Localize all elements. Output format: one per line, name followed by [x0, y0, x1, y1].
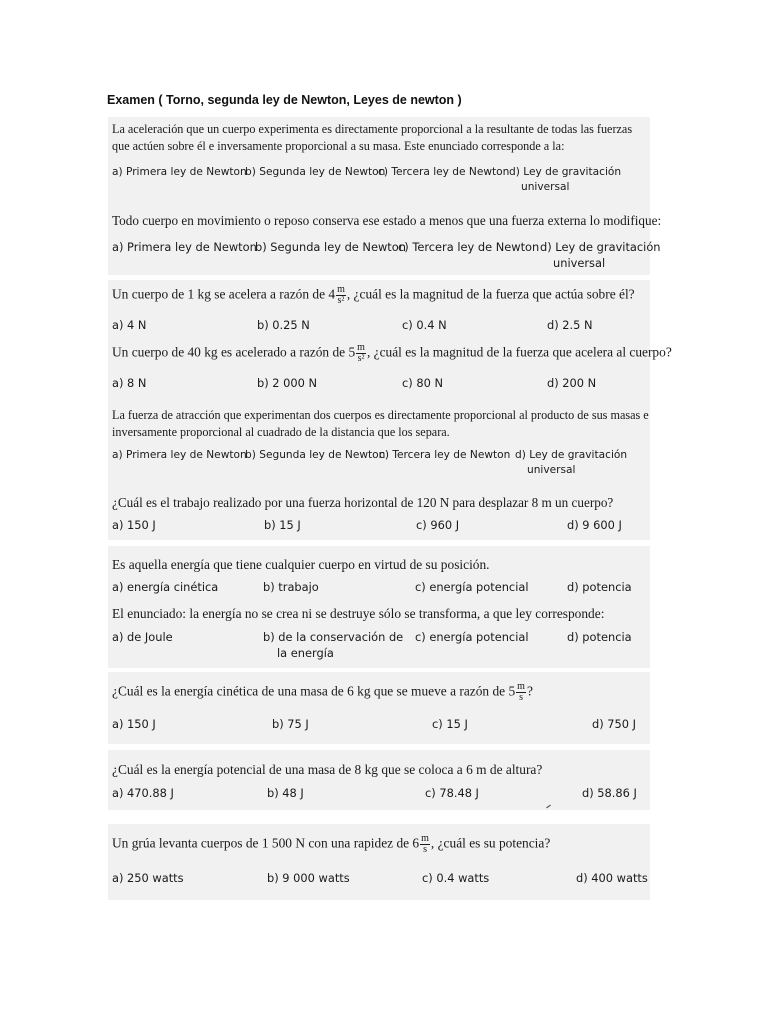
question-11-stem-pre: Un grúa levanta cuerpos de 1 500 N con una rapidez de 6: [112, 835, 420, 851]
question-6-stem: ¿Cuál es el trabajo realizado por una fuerza horizontal de 120 N para desplazar 8 m un cuerpo?: [112, 495, 614, 510]
question-11-stem-post: , ¿cuál es su potencia?: [430, 835, 551, 851]
q7-option-d[interactable]: d) potencia: [567, 580, 632, 594]
q2-option-d[interactable]: d) Ley de gravitación: [540, 240, 661, 254]
q11-option-a[interactable]: a) 250 watts: [112, 871, 184, 885]
question-9-stem: [112, 682, 652, 703]
q6-option-b[interactable]: b) 15 J: [264, 518, 301, 532]
q2-option-b[interactable]: b) Segunda ley de Newton: [255, 240, 406, 254]
q1-option-a[interactable]: a) Primera ley de Newton: [112, 166, 247, 178]
question-7: [112, 556, 652, 574]
q8-option-d[interactable]: d) potencia: [567, 630, 632, 644]
question-4-stem-pre: Un cuerpo de 40 kg es acelerado a razón de 5: [112, 344, 356, 360]
question-9-stem-pre: ¿Cuál es la energía cinética de una masa de 6 kg que se mueve a razón de 5: [112, 683, 516, 699]
question-3-stem-pre: Un cuerpo de 1 kg se acelera a razón de 4: [112, 286, 336, 302]
q9-option-d[interactable]: d) 750 J: [592, 717, 637, 731]
question-6: [112, 494, 652, 512]
q6-option-d[interactable]: d) 9 600 J: [567, 518, 622, 532]
q8-option-b-line2: la energía: [277, 646, 334, 660]
q9-option-a[interactable]: a) 150 J: [112, 717, 156, 731]
question-3-stem: [112, 285, 652, 306]
q10-option-d[interactable]: d) 58.86 J: [582, 786, 637, 800]
q11-option-d[interactable]: d) 400 watts: [576, 871, 648, 885]
question-5: [112, 407, 652, 441]
q1-option-b[interactable]: b) Segunda ley de Newton: [245, 166, 386, 178]
q2-option-c[interactable]: c) Tercera ley de Newton: [398, 240, 540, 254]
question-11-fraction: [420, 834, 430, 855]
q5-option-c[interactable]: c) Tercera ley de Newton: [379, 449, 511, 461]
q10-option-a[interactable]: a) 470.88 J: [112, 786, 174, 800]
question-1-stem: La aceleración que un cuerpo experimenta es directamente proporcional a la resultante de todas las fuerzas que actúen sobre él e inversamente proporcional a su masa. Este enunciado corresponde a la:: [112, 122, 633, 153]
question-10: [112, 761, 652, 779]
q11-option-b[interactable]: b) 9 000 watts: [267, 871, 350, 885]
question-4-stem-post: , ¿cuál es la magnitud de la fuerza que acelera al cuerpo?: [366, 344, 672, 360]
q10-option-c[interactable]: c) 78.48 J: [425, 786, 479, 800]
q3-frac-den: s²: [337, 295, 345, 306]
q3-option-a[interactable]: a) 4 N: [112, 318, 147, 332]
q4-frac-den: s²: [357, 353, 365, 364]
q9-option-b[interactable]: b) 75 J: [272, 717, 309, 731]
q9-option-c[interactable]: c) 15 J: [432, 717, 468, 731]
q11-option-c[interactable]: c) 0.4 watts: [422, 871, 490, 885]
question-9-stem-post: ?: [526, 683, 533, 699]
scan-block-5: [108, 750, 650, 810]
q9-frac-den: s: [519, 692, 524, 703]
q4-option-d[interactable]: d) 200 N: [547, 376, 597, 390]
question-11-stem: [112, 834, 652, 855]
q8-option-c[interactable]: c) energía potencial: [415, 630, 529, 644]
q7-option-a[interactable]: a) energía cinética: [112, 580, 219, 594]
q9-frac-num: m: [517, 681, 525, 692]
q4-option-b[interactable]: b) 2 000 N: [257, 376, 318, 390]
q5-option-b[interactable]: b) Segunda ley de Newton: [245, 449, 386, 461]
q8-option-a[interactable]: a) de Joule: [112, 630, 173, 644]
q3-option-b[interactable]: b) 0.25 N: [257, 318, 310, 332]
question-4-stem: [112, 342, 672, 364]
q1-option-d[interactable]: d) Ley de gravitación: [509, 166, 622, 178]
q4-option-c[interactable]: c) 80 N: [402, 376, 443, 390]
question-4: [112, 342, 672, 364]
question-3: [112, 285, 652, 306]
q10-option-b[interactable]: b) 48 J: [267, 786, 304, 800]
q3-option-c[interactable]: c) 0.4 N: [402, 318, 447, 332]
q7-option-b[interactable]: b) trabajo: [263, 580, 319, 594]
q5-option-d-line2: universal: [527, 464, 576, 476]
question-3-fraction: [336, 285, 346, 306]
q2-option-a[interactable]: a) Primera ley de Newton: [112, 240, 257, 254]
q11-frac-num: m: [421, 833, 429, 844]
q11-frac-den: s: [423, 844, 427, 855]
question-3-stem-post: , ¿cuál es la magnitud de la fuerza que actúa sobre él?: [346, 286, 635, 302]
q1-option-d-line2: universal: [521, 181, 570, 193]
exam-title: Examen ( Torno, segunda ley de Newton, Leyes de newton ): [107, 93, 462, 107]
q8-option-b[interactable]: b) de la conservación de: [263, 630, 404, 644]
question-4-fraction: [356, 343, 366, 364]
q5-option-a[interactable]: a) Primera ley de Newton: [112, 449, 247, 461]
q3-frac-num: m: [337, 284, 345, 295]
question-8-stem: El enunciado: la energía no se crea ni se destruye sólo se transforma, a que ley corresponde:: [112, 606, 605, 621]
question-8: [112, 605, 652, 623]
question-7-stem: Es aquella energía que tiene cualquier cuerpo en virtud de su posición.: [112, 557, 490, 572]
question-2-stem: Todo cuerpo en movimiento o reposo conserva ese estado a menos que una fuerza externa lo modifique:: [112, 213, 662, 228]
q7-option-c[interactable]: c) energía potencial: [415, 580, 529, 594]
q1-option-c[interactable]: c) Tercera ley de Newton: [378, 166, 510, 178]
q4-option-a[interactable]: a) 8 N: [112, 376, 147, 390]
question-9-fraction: [516, 682, 526, 703]
q5-option-d[interactable]: d) Ley de gravitación: [515, 449, 628, 461]
q6-option-a[interactable]: a) 150 J: [112, 518, 156, 532]
question-1: [112, 121, 652, 155]
question-2: [112, 212, 662, 230]
question-5-stem: La fuerza de atracción que experimentan dos cuerpos es directamente proporcional al producto de sus masas e inversamente proporcional al cuadrado de la distancia que los separa.: [112, 408, 649, 439]
question-10-stem: ¿Cuál es la energía potencial de una masa de 8 kg que se coloca a 6 m de altura?: [112, 762, 543, 777]
question-9: [112, 682, 652, 703]
q3-option-d[interactable]: d) 2.5 N: [547, 318, 593, 332]
q2-option-d-line2: universal: [553, 256, 606, 270]
q4-frac-num: m: [357, 342, 365, 353]
question-11: [112, 834, 652, 855]
q6-option-c[interactable]: c) 960 J: [416, 518, 460, 532]
